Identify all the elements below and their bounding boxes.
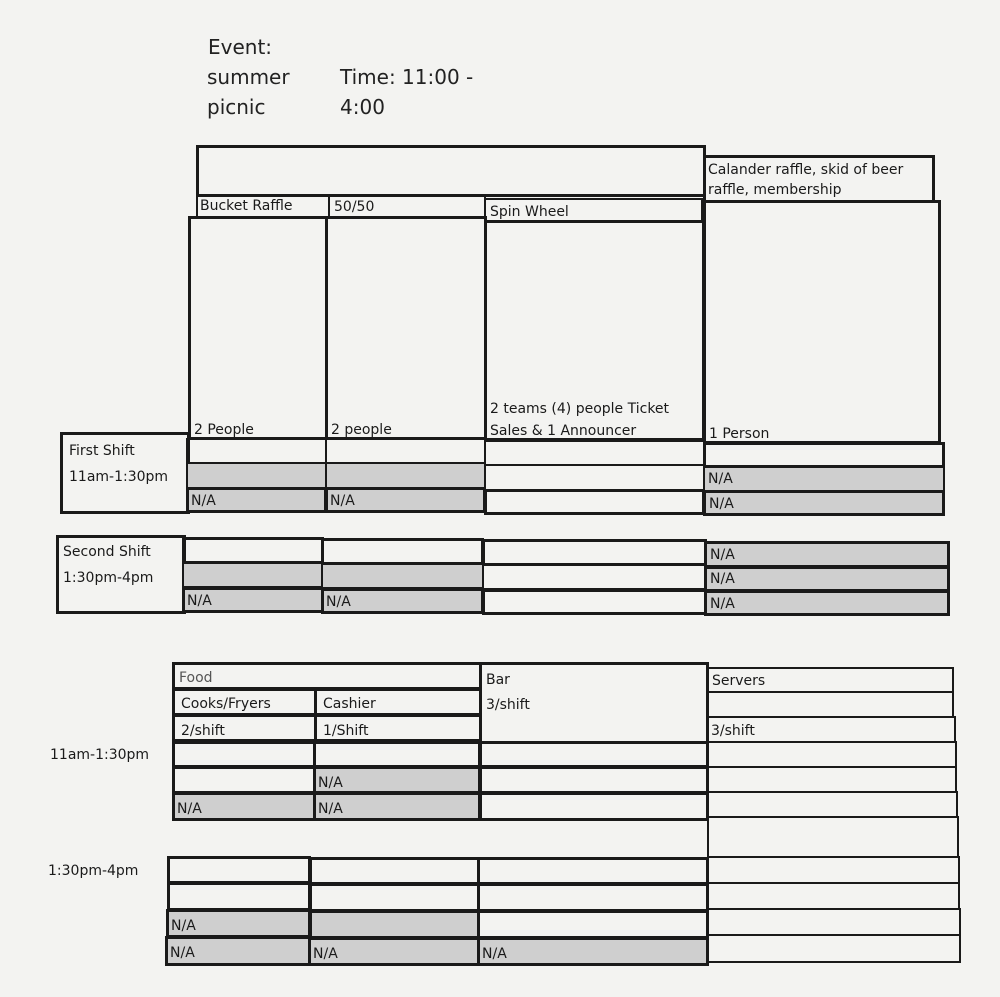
col-body-5050 bbox=[325, 216, 487, 440]
na-label: N/A bbox=[710, 596, 735, 612]
servers-row-4[interactable] bbox=[707, 856, 960, 884]
b-shift1-row2-cashier[interactable] bbox=[313, 766, 481, 794]
b-shift1-row3-cashier[interactable] bbox=[313, 792, 481, 821]
bottom-shift2-time: 1:30pm-4pm bbox=[48, 863, 139, 879]
food-header bbox=[172, 662, 482, 690]
bar-count: 3/shift bbox=[486, 697, 530, 713]
na-label: N/A bbox=[326, 594, 351, 610]
na-label: N/A bbox=[191, 493, 216, 509]
na-label: N/A bbox=[177, 801, 202, 817]
first-shift-label-box bbox=[60, 432, 190, 514]
shift1-row1-col3[interactable] bbox=[484, 440, 705, 466]
b-shift2-row3-cashier[interactable] bbox=[309, 910, 480, 939]
shift2-row1-col4[interactable] bbox=[704, 541, 950, 568]
second-shift-time: 1:30pm-4pm bbox=[63, 570, 154, 586]
na-label: N/A bbox=[708, 471, 733, 487]
shift1-row2-col2[interactable] bbox=[325, 462, 486, 489]
na-label: N/A bbox=[482, 946, 507, 962]
event-name-line2: picnic bbox=[207, 95, 266, 119]
shift2-row3-col4[interactable] bbox=[704, 590, 950, 616]
col-header-label: Bucket Raffle bbox=[200, 198, 293, 214]
b-shift2-row4-bar[interactable] bbox=[477, 937, 709, 966]
servers-row-1[interactable] bbox=[707, 741, 957, 768]
b-shift1-row1-cashier[interactable] bbox=[313, 741, 481, 768]
second-shift-label: Second Shift bbox=[63, 544, 151, 560]
shift1-row3-col3[interactable] bbox=[484, 489, 705, 515]
right-header-line2: raffle, membership bbox=[708, 182, 842, 198]
b-shift1-row2-cooks[interactable] bbox=[172, 766, 316, 794]
b-shift1-row2-bar[interactable] bbox=[479, 766, 709, 794]
cooks-label: Cooks/Fryers bbox=[181, 696, 271, 712]
b-shift2-row1-cooks[interactable] bbox=[167, 856, 311, 884]
na-label: N/A bbox=[709, 496, 734, 512]
col-body-spin-wheel bbox=[484, 220, 705, 441]
shift1-row1-col2[interactable] bbox=[325, 438, 486, 464]
shift2-row3-col2[interactable] bbox=[321, 588, 484, 614]
col-header-label: Spin Wheel bbox=[490, 204, 569, 220]
na-label: N/A bbox=[187, 593, 212, 609]
b-shift2-row1-cashier[interactable] bbox=[309, 857, 480, 885]
servers-row-3[interactable] bbox=[707, 791, 958, 818]
right-header-box bbox=[703, 155, 935, 203]
servers-gap bbox=[707, 816, 959, 858]
servers-row-6[interactable] bbox=[707, 908, 961, 936]
top-header-blank bbox=[196, 145, 706, 197]
time-label: Time: 11:00 - bbox=[340, 65, 474, 89]
servers-header bbox=[707, 667, 954, 693]
servers-row-blank bbox=[707, 691, 954, 718]
event-name-line1: summer bbox=[207, 65, 290, 89]
shift2-row2-col4[interactable] bbox=[704, 566, 950, 592]
servers-row-2[interactable] bbox=[707, 766, 957, 793]
food-label: Food bbox=[179, 670, 213, 686]
shift2-row3-col1[interactable] bbox=[182, 587, 324, 613]
shift2-row1-col3[interactable] bbox=[482, 539, 707, 566]
col-body-bucket-raffle bbox=[188, 216, 328, 440]
shift1-row2-col4[interactable] bbox=[703, 466, 945, 492]
cashier-label: Cashier bbox=[323, 696, 376, 712]
cashier-header bbox=[314, 688, 482, 716]
b-shift1-row3-cooks[interactable] bbox=[172, 792, 316, 821]
col-header-bucket-raffle bbox=[196, 194, 330, 218]
col-header-spin-wheel bbox=[484, 198, 703, 222]
na-label: N/A bbox=[318, 801, 343, 817]
time-end: 4:00 bbox=[340, 95, 385, 119]
shift1-row1-col1[interactable] bbox=[186, 438, 327, 464]
event-label: Event: bbox=[208, 35, 273, 59]
servers-count: 3/shift bbox=[711, 723, 755, 739]
na-label: N/A bbox=[710, 547, 735, 563]
staffing-label: 1 Person bbox=[709, 426, 770, 442]
b-shift2-row4-cooks[interactable] bbox=[165, 936, 311, 966]
second-shift-label-box bbox=[56, 535, 186, 614]
cooks-count: 2/shift bbox=[181, 723, 225, 739]
shift2-row2-col2[interactable] bbox=[321, 563, 484, 589]
staffing-label: Sales & 1 Announcer bbox=[490, 423, 637, 439]
shift1-row3-col1[interactable] bbox=[186, 487, 327, 513]
na-label: N/A bbox=[313, 946, 338, 962]
shift1-row2-col1[interactable] bbox=[186, 462, 327, 489]
b-shift2-row2-cashier[interactable] bbox=[309, 883, 480, 912]
na-label: N/A bbox=[330, 493, 355, 509]
b-shift1-row3-bar[interactable] bbox=[479, 792, 709, 821]
servers-count-box bbox=[707, 716, 956, 743]
b-shift2-row2-bar[interactable] bbox=[477, 883, 709, 912]
staffing-label: 2 People bbox=[194, 422, 254, 438]
servers-row-5[interactable] bbox=[707, 882, 960, 910]
cooks-count-box bbox=[172, 714, 317, 742]
shift2-row2-col1[interactable] bbox=[182, 562, 324, 588]
servers-row-7[interactable] bbox=[707, 934, 961, 963]
na-label: N/A bbox=[710, 571, 735, 587]
staffing-label: 2 teams (4) people Ticket bbox=[490, 401, 670, 417]
first-shift-label: First Shift bbox=[69, 443, 135, 459]
na-label: N/A bbox=[171, 918, 196, 934]
shift1-row1-col4[interactable] bbox=[703, 442, 945, 468]
b-shift1-row1-cooks[interactable] bbox=[172, 741, 316, 768]
bottom-shift1-time: 11am-1:30pm bbox=[50, 747, 150, 763]
servers-label: Servers bbox=[712, 673, 766, 689]
b-shift2-row1-bar[interactable] bbox=[477, 857, 709, 885]
shift1-row3-col4[interactable] bbox=[703, 490, 945, 516]
shift2-row3-col3[interactable] bbox=[482, 589, 707, 615]
na-label: N/A bbox=[318, 775, 343, 791]
col-header-label: 50/50 bbox=[334, 199, 375, 215]
shift2-row2-col3[interactable] bbox=[482, 564, 707, 590]
cooks-header bbox=[172, 688, 317, 716]
col-header-5050 bbox=[328, 194, 486, 218]
b-shift2-row3-bar[interactable] bbox=[477, 910, 709, 939]
shift2-row1-col2[interactable] bbox=[321, 538, 484, 565]
shift1-row3-col2[interactable] bbox=[325, 487, 486, 513]
bar-block bbox=[479, 662, 709, 744]
bar-label: Bar bbox=[486, 672, 510, 688]
b-shift1-row1-bar[interactable] bbox=[479, 741, 709, 768]
staffing-label: 2 people bbox=[331, 422, 392, 438]
cashier-count: 1/Shift bbox=[323, 723, 369, 739]
first-shift-time: 11am-1:30pm bbox=[69, 469, 169, 485]
col-body-right bbox=[703, 200, 941, 444]
b-shift2-row2-cooks[interactable] bbox=[167, 882, 311, 911]
shift1-row2-col3[interactable] bbox=[484, 464, 705, 491]
right-header-line1: Calander raffle, skid of beer bbox=[708, 162, 904, 178]
shift2-row1-col1[interactable] bbox=[182, 537, 324, 564]
na-label: N/A bbox=[170, 945, 195, 961]
b-shift2-row3-cooks[interactable] bbox=[166, 909, 311, 938]
cashier-count-box bbox=[314, 714, 482, 742]
b-shift2-row4-cashier[interactable] bbox=[308, 937, 480, 966]
